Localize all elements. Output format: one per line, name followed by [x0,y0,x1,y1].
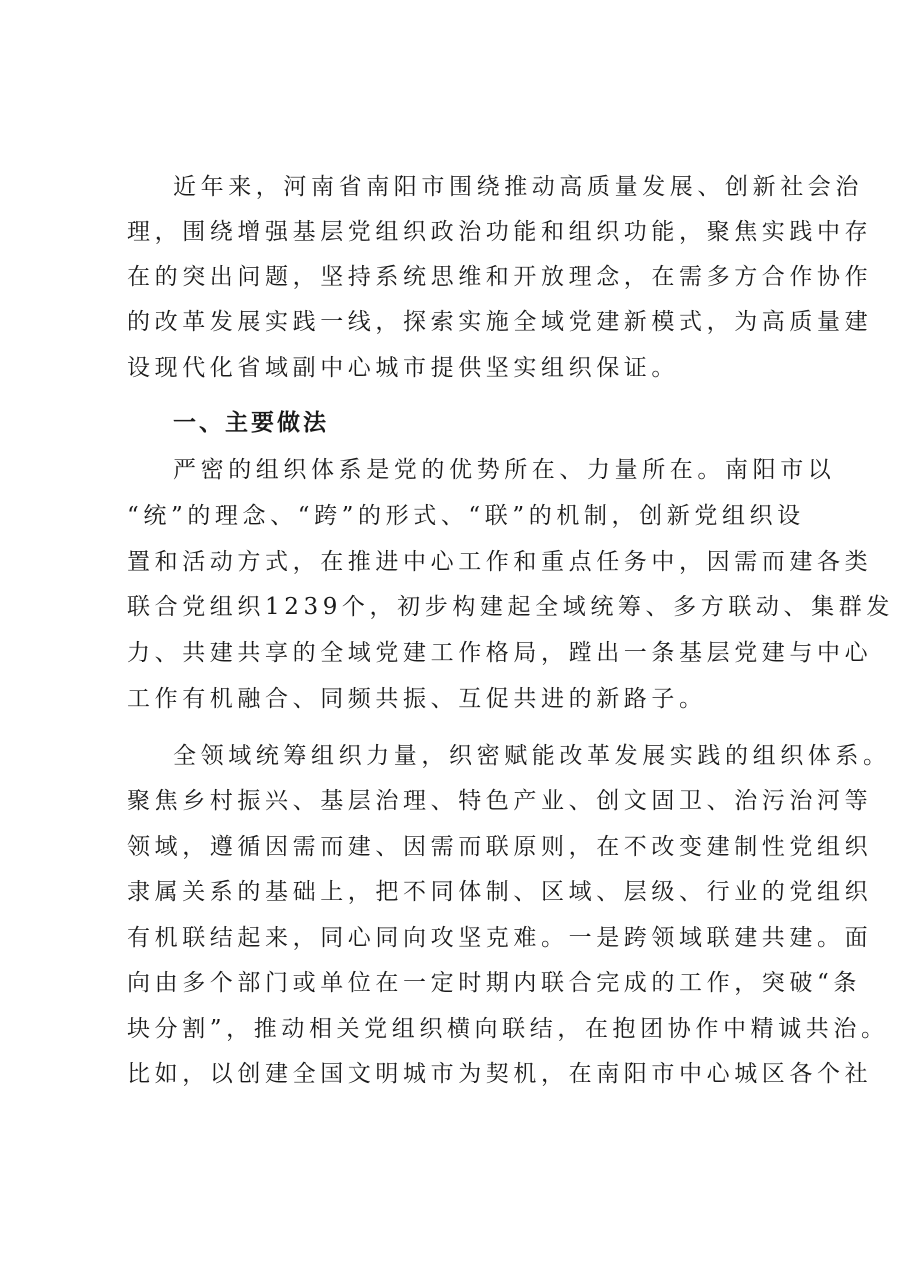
para2-line-1: 全领域统筹组织力量，织密赋能改革发展实践的组织体系。 [173,743,891,769]
intro-line-3: 在的突出问题，坚持系统思维和开放理念，在需多方合作协作 [127,264,873,290]
section-heading: 一、主要做法 [173,410,329,436]
para1-line-1: 严密的组织体系是党的优势所在、力量所在。南阳市以 [173,457,836,483]
para1-line-5: 力、共建共享的全域党建工作格局，蹚出一条基层党建与中心 [127,640,873,666]
para1-line-6: 工作有机融合、同频共振、互促共进的新路子。 [127,686,707,712]
para2-line-4: 隶属关系的基础上，把不同体制、区域、层级、行业的党组织 [127,879,873,905]
para2-line-2: 聚焦乡村振兴、基层治理、特色产业、创文固卫、治污治河等 [127,788,873,814]
para2-line-6: 向由多个部门或单位在一定时期内联合完成的工作，突破“条 [127,970,861,996]
para2-line-7: 块分割”，推动相关党组织横向联结，在抱团协作中精诚共治。 [127,1016,889,1042]
intro-line-1: 近年来，河南省南阳市围绕推动高质量发展、创新社会治 [173,174,863,200]
para2-line-3: 领域，遵循因需而建、因需而联原则，在不改变建制性党组织 [127,834,873,860]
intro-line-4: 的改革发展实践一线，探索实施全域党建新模式，为高质量建 [127,309,873,335]
para1-line-4: 联合党组织1239个，初步构建起全域统筹、多方联动、集群发 [127,594,894,620]
para2-line-5: 有机联结起来，同心同向攻坚克难。一是跨领域联建共建。面 [127,925,873,951]
intro-line-2: 理，围绕增强基层党组织政治功能和组织功能，聚焦实践中存 [127,219,873,245]
para1-line-2: “统”的理念、“跨”的形式、“联”的机制，创新党组织设 [127,503,805,529]
para1-line-3: 置和活动方式，在推进中心工作和重点任务中，因需而建各类 [127,549,873,575]
para2-line-8: 比如，以创建全国文明城市为契机，在南阳市中心城区各个社 [127,1061,873,1087]
intro-line-5: 设现代化省域副中心城市提供坚实组织保证。 [127,355,679,381]
